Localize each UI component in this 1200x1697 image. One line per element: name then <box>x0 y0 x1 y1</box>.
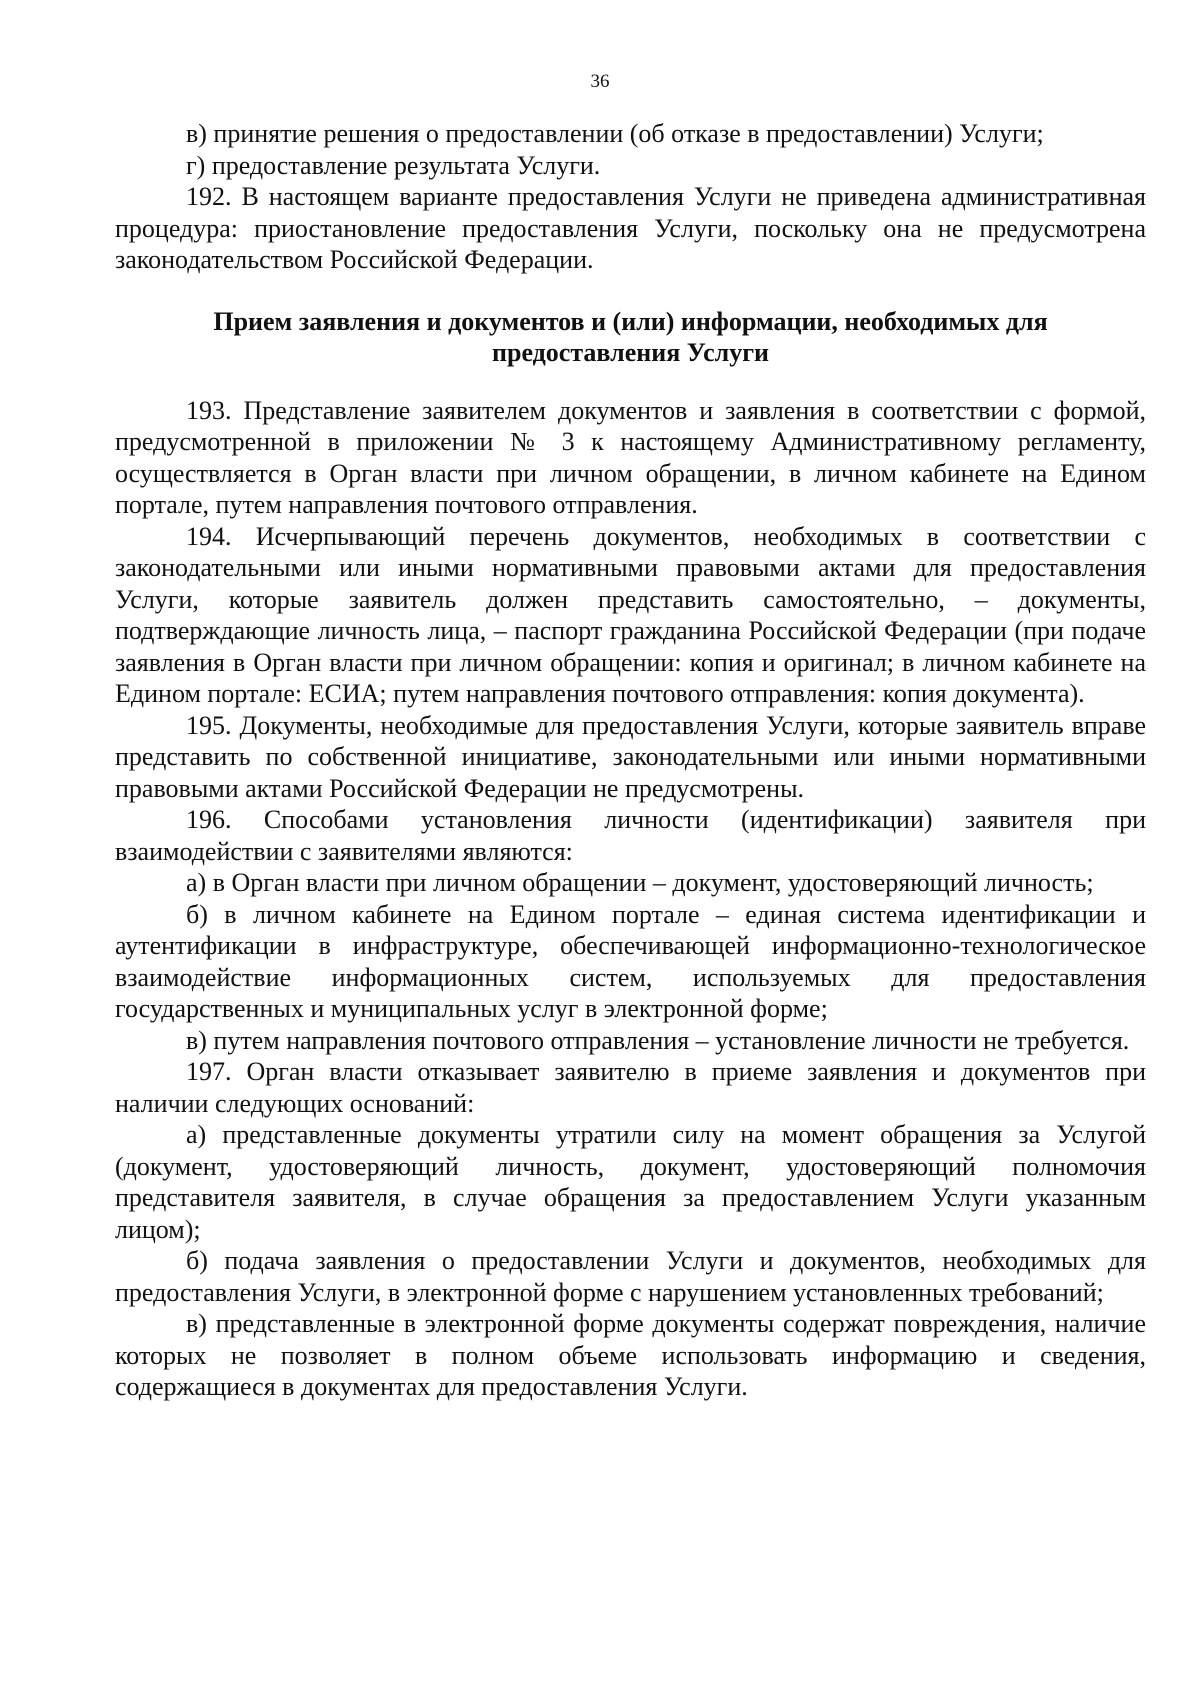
paragraph-196-v: в) путем направления почтового отправления – установление личности не требуется. <box>186 1025 1130 1055</box>
section-heading <box>115 306 1146 369</box>
paragraph-196: 196. Способами установления личности (идентификации) заявителя при взаимодействии с заявителями являются: <box>115 805 1146 866</box>
section-heading-line-1: Прием заявления и документов и (или) информации, необходимых для <box>213 306 1048 336</box>
paragraph-195: 195. Документы, необходимые для предоставления Услуги, которые заявитель вправе представить по собственной инициативе, законодательными или иными нормативными правовыми актами Российской Федерации не предусмотрены. <box>115 710 1146 803</box>
paragraph-193: 193. Представление заявителем документов и заявления в соответствии с формой, предусмотренной в приложении № 3 к настоящему Административному регламенту, осуществляется в Орган власти при личном обращении, в личном кабинете на Едином портале, путем направления почтового отправления. <box>115 395 1146 519</box>
paragraph-197-a: а) представленные документы утратили силу на момент обращения за Услугой (документ, удостоверяющий личность, документ, удостоверяющий полномочия представителя заявителя, в случае обращения за предоставлением Услуги указанным лицом); <box>115 1120 1146 1244</box>
paragraph-192: 192. В настоящем варианте предоставления Услуги не приведена административная процедура: приостановление предоставления Услуги, поскольку она не предусмотрена законодательством Российской Федерации. <box>115 182 1146 274</box>
paragraph-196-b: б) в личном кабинете на Едином портале – единая система идентификации и аутентификации в инфраструктуре, обеспечивающей информационно-технологическое взаимодействие информационных систем, используемых для предоставления государственных и муниципальных услуг в электронной форме; <box>115 899 1146 1023</box>
paragraph-194: 194. Исчерпывающий перечень документов, необходимых в соответствии с законодательными или иными нормативными правовыми актами для предоставления Услуги, которые заявитель должен представить самостоятельно, – документы, подтверждающие личность лица, – паспорт гражданина Российской Федерации (при подаче заявления в Орган власти при личном обращении: копия и оригинал; в личном кабинете на Едином портале: ЕСИА; путем направления почтового отправления: копия документа). <box>115 521 1146 708</box>
page-number: 36 <box>590 71 610 92</box>
paragraph-197: 197. Орган власти отказывает заявителю в приеме заявления и документов при наличии следующих оснований: <box>115 1057 1146 1118</box>
paragraph-197-b: б) подача заявления о предоставлении Услуги и документов, необходимых для предоставления Услуги, в электронной форме с нарушением установленных требований; <box>115 1246 1146 1307</box>
paragraph-197-v: в) представленные в электронной форме документы содержат повреждения, наличие которых не позволяет в полном объеме использовать информацию и сведения, содержащиеся в документах для предоставления Услуги. <box>115 1309 1146 1401</box>
paragraph-196-a: а) в Орган власти при личном обращении – документ, удостоверяющий личность; <box>186 868 1094 897</box>
document-body <box>115 118 1146 1403</box>
section-heading-line-2: предоставления Услуги <box>492 338 769 367</box>
paragraph-item-g: г) предоставление результата Услуги. <box>186 150 601 180</box>
paragraph-item-v: в) принятие решения о предоставлении (об отказе в предоставлении) Услуги; <box>186 119 1044 148</box>
